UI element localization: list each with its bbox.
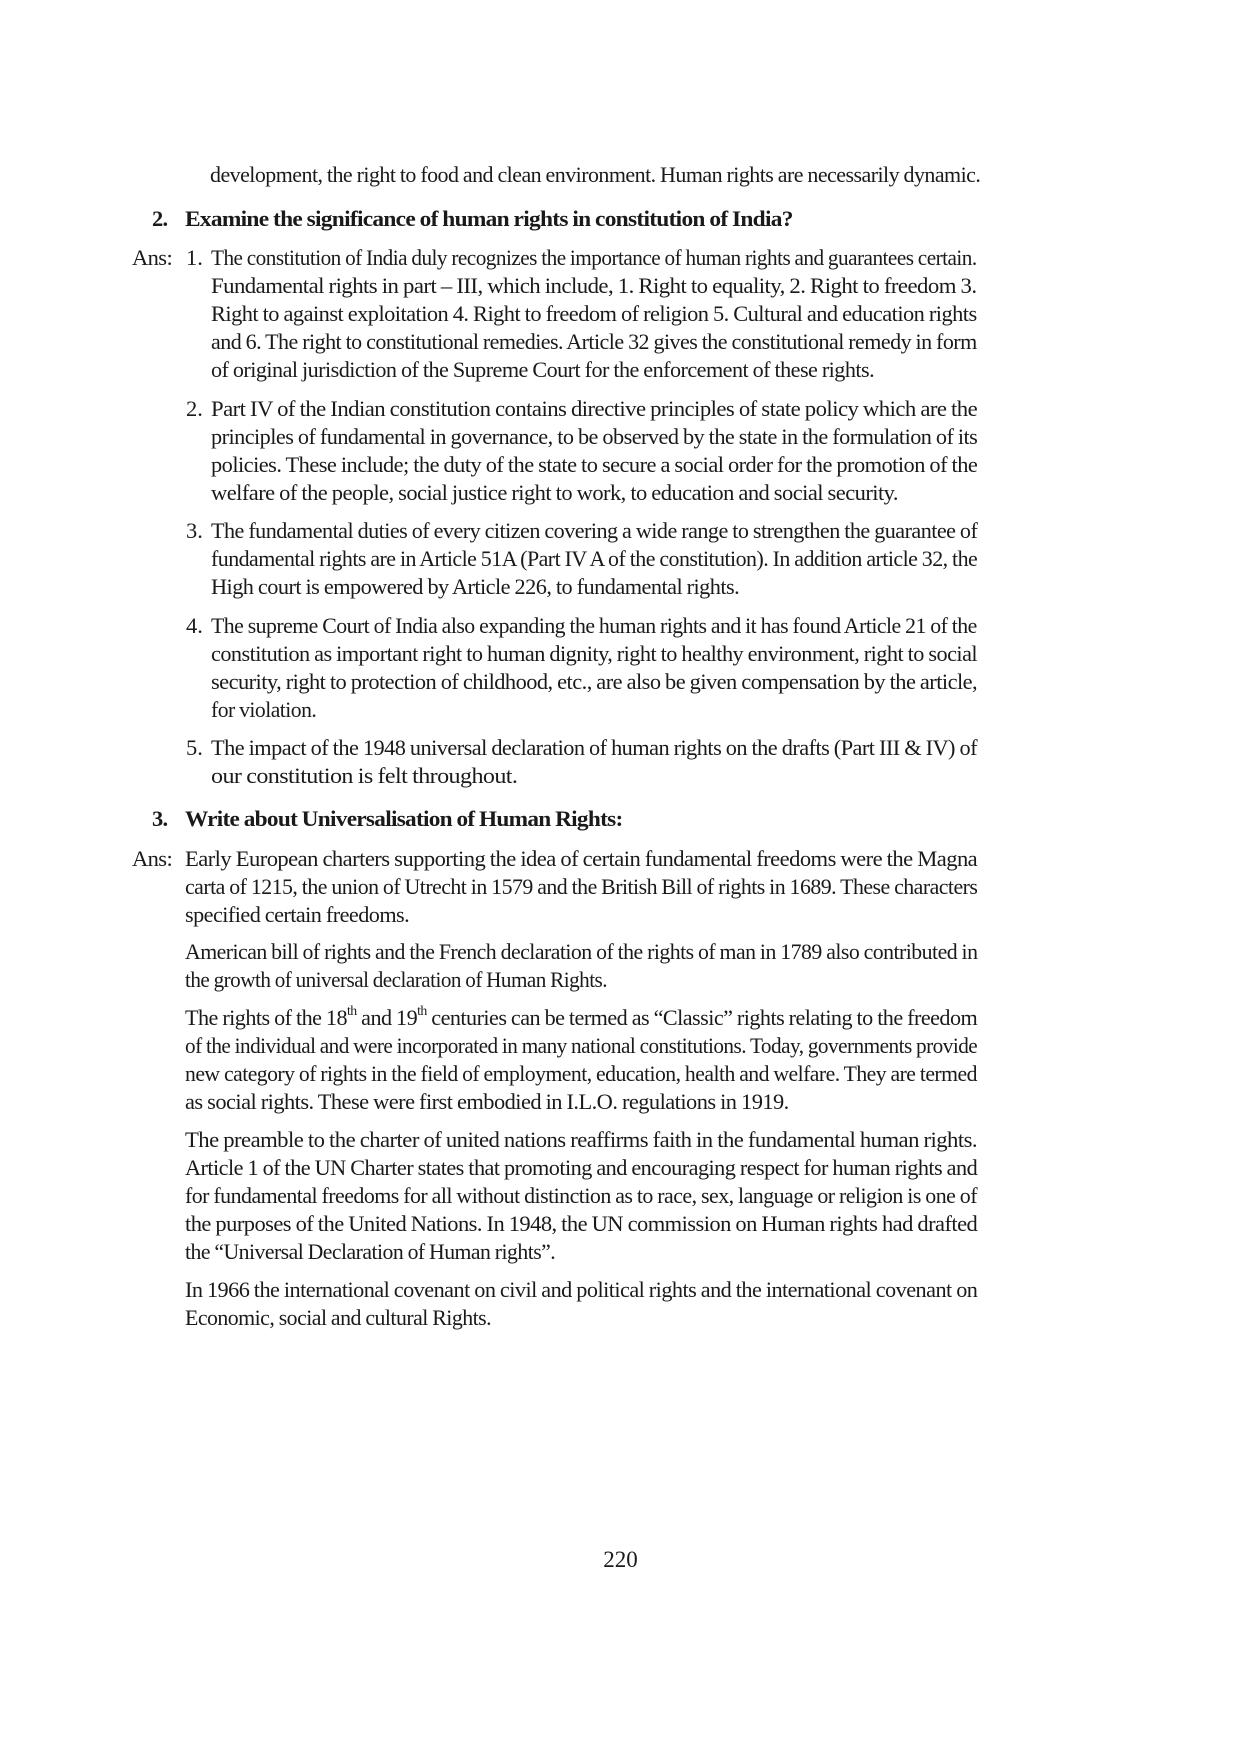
para-2-line-2: the growth of universal declaration of Human Rights. <box>185 967 608 992</box>
point-4-line-3: security, right to protection of childhood, etc., are also be given compensation by the article, <box>211 669 978 694</box>
para-5-line-1: In 1966 the international covenant on civil and political rights and the international covenant on <box>185 1277 978 1302</box>
point-1-line-1: The constitution of India duly recognizes the importance of human rights and guarantees certain. <box>211 245 977 270</box>
point-5-line-1: The impact of the 1948 universal declaration of human rights on the drafts (Part III & IV) of <box>211 735 977 760</box>
intro-continuation: development, the right to food and clean environment. Human rights are necessarily dynamic. <box>210 162 981 187</box>
para-3-line-3: new category of rights in the field of employment, education, health and welfare. They are termed <box>185 1061 977 1086</box>
point-4-number: 4. <box>186 613 203 638</box>
para-3-line-2: of the individual and were incorporated in many national constitutions. Today, governments provide <box>185 1033 978 1058</box>
para-3-line-1 <box>185 1003 977 1033</box>
point-4-line-1: The supreme Court of India also expanding the human rights and it has found Article 21 of the <box>211 613 977 638</box>
question-3-answer-label: Ans: <box>132 846 173 871</box>
point-5-number: 5. <box>186 735 203 760</box>
point-1-line-5: of original jurisdiction of the Supreme Court for the enforcement of these rights. <box>211 357 875 382</box>
ordinal-suffix: th <box>347 1003 357 1019</box>
point-2-line-4: welfare of the people, social justice right to work, to education and social security. <box>211 480 898 505</box>
point-2-line-3: policies. These include; the duty of the state to secure a social order for the promotion of the <box>211 452 978 477</box>
para-5-line-2: Economic, social and cultural Rights. <box>185 1305 492 1330</box>
para-3-text-a: The rights of the 18 <box>185 1005 348 1030</box>
point-4-line-4: for violation. <box>211 697 317 722</box>
question-3-number: 3. <box>152 806 168 831</box>
para-1-line-1: Early European charters supporting the idea of certain fundamental freedoms were the Magna <box>185 846 978 871</box>
point-1-line-4: and 6. The right to constitutional remedies. Article 32 gives the constitutional remedy in form <box>211 329 977 354</box>
point-3-line-2: fundamental rights are in Article 51A (Part IV A of the constitution). In addition article 32, the <box>211 546 978 571</box>
page-number: 220 <box>603 1547 638 1572</box>
point-3-line-3: High court is empowered by Article 226, to fundamental rights. <box>211 574 740 599</box>
question-2-answer-label: Ans: <box>132 245 173 270</box>
point-1-line-3: Right to against exploitation 4. Right to freedom of religion 5. Cultural and education rights <box>211 301 977 326</box>
para-3-text-c: centuries can be termed as “Classic” rights relating to the freedom <box>426 1005 978 1030</box>
point-2-line-1: Part IV of the Indian constitution contains directive principles of state policy which are the <box>211 396 978 421</box>
para-4-line-4: the purposes of the United Nations. In 1948, the UN commission on Human rights had drafted <box>185 1211 978 1236</box>
para-4-line-3: for fundamental freedoms for all without distinction as to race, sex, language or religion is one of <box>185 1183 977 1208</box>
para-1-line-2: carta of 1215, the union of Utrecht in 1579 and the British Bill of rights in 1689. These characters <box>185 874 978 899</box>
point-4-line-2: constitution as important right to human dignity, right to healthy environment, right to social <box>211 641 978 666</box>
para-2-line-1: American bill of rights and the French declaration of the rights of man in 1789 also contributed in <box>185 939 978 964</box>
para-4-line-5: the “Universal Declaration of Human rights”. <box>185 1239 556 1264</box>
question-2-number: 2. <box>152 206 168 231</box>
para-4-line-1: The preamble to the charter of united nations reaffirms faith in the fundamental human rights. <box>185 1127 977 1152</box>
point-1-number: 1. <box>186 245 203 270</box>
question-2-title: Examine the significance of human rights in constitution of India? <box>185 206 793 231</box>
point-2-number: 2. <box>186 396 203 421</box>
point-3-number: 3. <box>186 518 203 543</box>
para-1-line-3: specified certain freedoms. <box>185 902 410 927</box>
point-2-line-2: principles of fundamental in governance, to be observed by the state in the formulation of its <box>211 424 978 449</box>
para-4-line-2: Article 1 of the UN Charter states that promoting and encouraging respect for human rights and <box>185 1155 978 1180</box>
para-3-text-b: and 19 <box>356 1005 418 1030</box>
point-1-line-2: Fundamental rights in part – III, which include, 1. Right to equality, 2. Right to freedom 3. <box>211 273 977 298</box>
point-5-line-2: our constitution is felt throughout. <box>211 763 518 788</box>
point-3-line-1: The fundamental duties of every citizen covering a wide range to strengthen the guarantee of <box>211 518 978 543</box>
para-3-line-4: as social rights. These were first embodied in I.L.O. regulations in 1919. <box>185 1089 789 1114</box>
question-3-title: Write about Universalisation of Human Rights: <box>185 806 623 831</box>
ordinal-suffix: th <box>417 1003 427 1019</box>
